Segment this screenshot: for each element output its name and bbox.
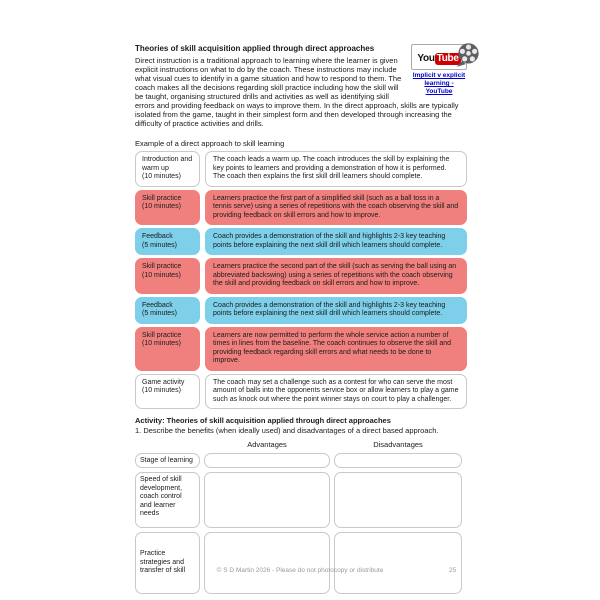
advantages-header: Advantages [247,440,287,449]
stage-duration: (10 minutes) [142,387,181,394]
lesson-table-row [135,297,467,324]
page-title: Theories of skill acquisition applied through direct approaches [135,44,375,53]
stage-name: Game activity [142,378,185,386]
film-reel-icon [455,41,482,73]
page-number: 25 [449,567,457,574]
description-cell: The coach leads a warm up. The coach introduces the skill by explaining the key points to learners and providing a demonstration of how it is performed. The coach then explains the first skill drill learners should complete. [205,151,467,187]
lesson-table-row [135,151,467,187]
stage-duration: (5 minutes) [142,241,178,249]
intro-paragraph: Direct instruction is a traditional approach to learning where the learner is given explicit instructions on what to do by the coach. These instructions may include what visual cues to identify in a game situation and how to respond to them. The coach makes all the decisions regarding skill practice including how the skill will be taught, organising structured drills and activities as well as identifying skill errors and providing feedback on ways to improve them. In the direct approach, skills are typically isolated from the game, taught in their simplest form and then developed through increasing the difficulty of practice activities and drills. [135,56,459,128]
stage-name: Skill practice [142,194,182,202]
stage-cell [135,258,200,294]
stage-name: Skill practice [142,331,182,339]
description-cell: Learners practice the first part of a simplified skill (such as a ball toss in a tennis serve) using a series of repetitions with the coach observing the skill and providing feedback on skill errors and how to improve. [205,190,467,226]
lesson-table-row [135,374,467,410]
stage-duration: (5 minutes) [142,310,178,317]
stage-cell [135,327,200,371]
activity-heading: Activity: Theories of skill acquisition applied through direct approaches [135,416,391,425]
stage-cell [135,374,200,410]
stage-name: Feedback [142,301,173,309]
stage-name: Skill practice [142,263,182,270]
youtube-logo-tube: Tube [436,53,459,64]
row-label-cell: Stage of learning [135,453,200,468]
stage-duration: (10 minutes) [142,203,181,210]
lesson-table-row [135,190,467,226]
row-label-cell: Practice strategies and transfer of skill [135,532,200,594]
footer-copyright: © S D Martin 2026 - Please do not photocopy or distribute [216,567,384,574]
stage-duration: (10 minutes) [142,271,181,279]
stage-cell [135,190,200,226]
lesson-table [135,151,467,409]
answer-cell-advantages [204,532,330,594]
answer-cell-disadvantages [334,453,462,468]
table-corner-spacer [135,439,200,449]
stage-cell [135,228,200,255]
description-cell: Learners are now permitted to perform the whole service action a number of times in lines from the baseline. The coach continues to observe the skill and providing feedback regarding skill errors and what needs to be done to improve. [205,327,467,371]
youtube-logo-you: You [417,53,435,64]
stage-name: Introduction and warm up [142,156,193,172]
answer-cell-disadvantages [334,532,462,594]
stage-duration: (10 minutes) [142,340,181,347]
row-label-cell: Speed of skill development, coach control and learner needs [135,472,200,528]
answer-cell-disadvantages [334,472,462,528]
lesson-table-row [135,327,467,371]
page-content [135,44,467,594]
example-caption: Example of a direct approach to skill learning [135,139,285,148]
youtube-box [411,44,467,96]
stage-cell [135,151,200,187]
lesson-table-row [135,228,467,255]
stage-duration: (10 minutes) [142,173,181,180]
answer-cell-advantages [204,453,330,468]
stage-name: Feedback [142,233,173,240]
answer-cell-advantages [204,472,330,528]
disadvantages-header: Disadvantages [373,440,423,449]
description-cell: Learners practice the second part of the skill (such as serving the ball using an abbreviated backswing) using a series of repetitions with the coach observing the skill and providing feedback on skill errors and how to improve. [205,258,467,294]
lesson-table-row [135,258,467,294]
description-cell: The coach may set a challenge such as a contest for who can serve the most amount of balls into the opponents service box or allow learners to play a game such as knock out where the point winner stays on court to play a challenger. [205,374,467,410]
description-cell: Coach provides a demonstration of the skill and highlights 2-3 key teaching points before explaining the next skill drill which learners should complete. [205,297,467,324]
youtube-link[interactable]: Implicit v explicit learning - YouTube [412,72,466,95]
activity-instruction: 1. Describe the benefits (when ideally used) and disadvantages of a direct based approach. [135,426,439,435]
stage-cell [135,297,200,324]
description-cell: Coach provides a demonstration of the skill and highlights 2-3 key teaching points before explaining the next skill drill which learners should complete. [205,228,467,255]
